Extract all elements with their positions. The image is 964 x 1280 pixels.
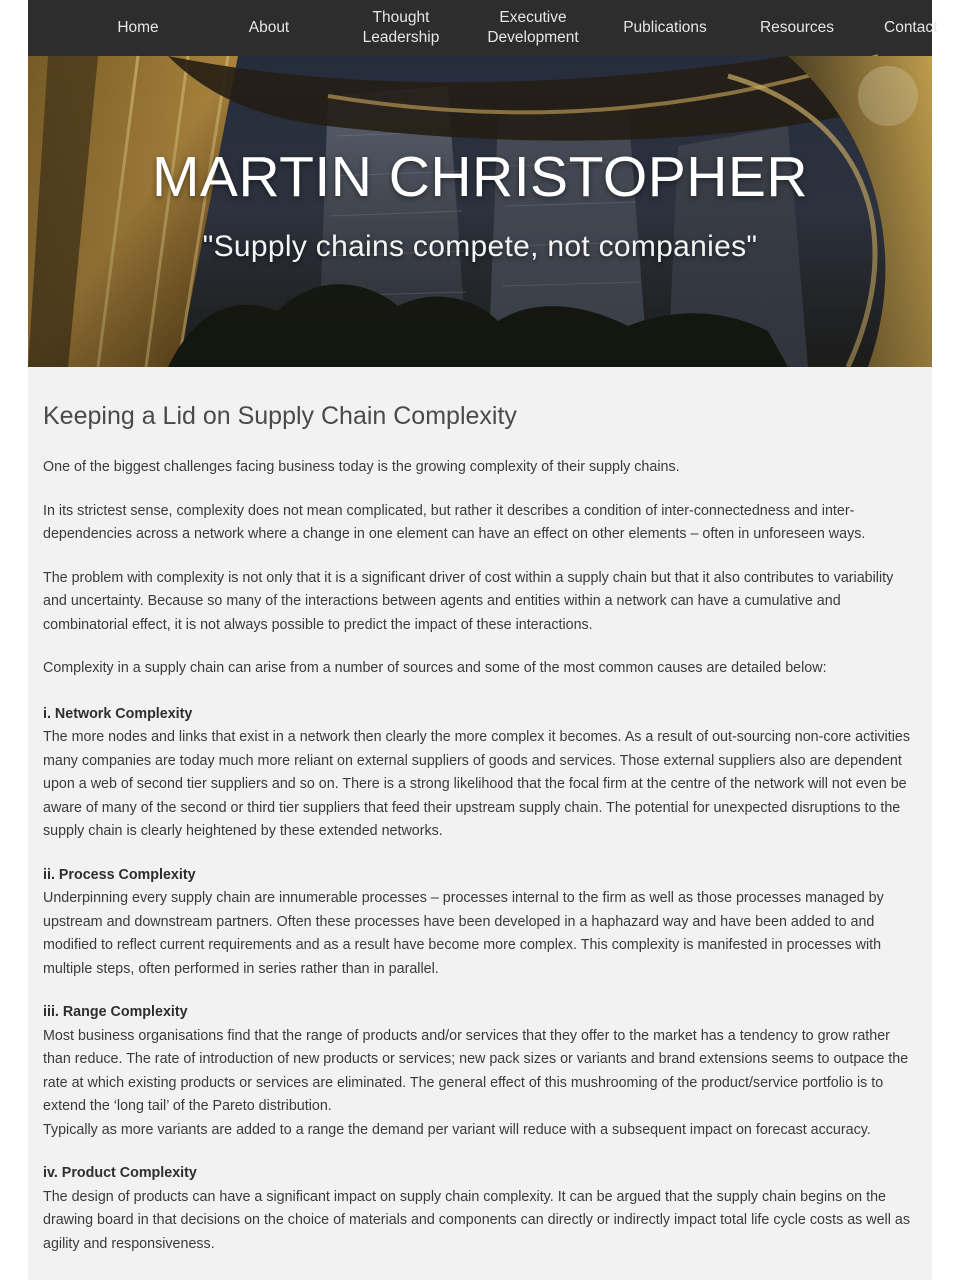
nav-item-home[interactable]: Home bbox=[117, 19, 159, 36]
hero-tagline: "Supply chains compete, not companies" bbox=[202, 230, 758, 263]
intro-paragraph: Complexity in a supply chain can arise from a number of sources and some of the most common causes are detailed below: bbox=[43, 660, 827, 676]
section-paragraph: Most business organisations find that the range of products and/or services that they offer to the market has a tendency to grow rather than reduce. The rate of introduction of new products or services; new pack sizes or variants and brand extensions seems to outpace the rate at which existing products or services are eliminated. The general effect of this mushrooming of the product/service portfolio is to extend the ‘long tail’ of the Pareto distribution. bbox=[43, 1027, 909, 1114]
intro-paragraph: In its strictest sense, complexity does not mean complicated, but rather it describes a condition of inter-connectedness and inter-dependencies across a network where a change in one element can have an effect on other elements – often in unforeseen ways. bbox=[43, 502, 866, 542]
nav-item-thought-leadership[interactable]: Thought Leadership bbox=[362, 9, 440, 46]
section-product-complexity bbox=[43, 1162, 915, 1256]
page bbox=[28, 0, 938, 1280]
section-heading: iii. Range Complexity bbox=[43, 1004, 188, 1020]
section-process-complexity bbox=[43, 864, 915, 982]
intro-paragraph: The problem with complexity is not only that it is a significant driver of cost within a supply chain but that it also contributes to variability and uncertainty. Because so many of the interactions between agents and entities within a network can have a cumulative and combinatorial effect, it is not always possible to predict the impact of these interactions. bbox=[43, 569, 894, 633]
section-heading: i. Network Complexity bbox=[43, 705, 193, 722]
nav-item-contact[interactable]: Contact bbox=[884, 19, 938, 36]
section-paragraph: Typically as more variants are added to a range the demand per variant will reduce with a subsequent impact on forecast accuracy. bbox=[43, 1121, 871, 1138]
section-paragraph: The design of products can have a significant impact on supply chain complexity. It can be argued that the supply chain begins on the drawing board in that decisions on the choice of materials and components can directly or indirectly impact total life cycle costs as well as agility and responsiveness. bbox=[43, 1188, 910, 1252]
nav-item-resources[interactable]: Resources bbox=[759, 19, 835, 36]
intro-paragraph: One of the biggest challenges facing business today is the growing complexity of their supply chains. bbox=[43, 459, 680, 475]
section-network-complexity bbox=[43, 703, 915, 844]
nav-item-about[interactable]: About bbox=[248, 19, 290, 36]
section-heading: iv. Product Complexity bbox=[43, 1165, 197, 1181]
nav-item-executive-development[interactable]: Executive Development bbox=[487, 9, 579, 46]
article-title: Keeping a Lid on Supply Chain Complexity bbox=[43, 402, 517, 430]
main-nav bbox=[28, 0, 938, 56]
section-range-complexity bbox=[43, 1001, 915, 1142]
nav-item-publications[interactable]: Publications bbox=[623, 19, 707, 36]
section-paragraph: The more nodes and links that exist in a network then clearly the more complex it becomes. As a result of out-sourcing non-core activities many companies are today much more reliant on external suppliers of goods and services. Those external suppliers also are dependent upon a web of second tier suppliers and so on. There is a strong likelihood that the focal firm at the centre of the network will not even be aware of many of the second or third tier suppliers that feed their upstream supply chain. The potential for unexpected disruptions to the supply chain is clearly heightened by these extended networks. bbox=[43, 729, 910, 839]
hero-banner bbox=[28, 56, 932, 367]
section-paragraph: Underpinning every supply chain are innumerable processes – processes internal to the firm as well as those processes managed by upstream and downstream partners. Often these processes have been developed in a haphazard way and have been added to and modified to reflect current requirements and as a result have become more complex. This complexity is manifested in processes with multiple steps, often performed in series rather than in parallel. bbox=[43, 890, 884, 977]
article-content bbox=[43, 396, 915, 1256]
hero-background-image bbox=[28, 56, 932, 367]
section-heading: ii. Process Complexity bbox=[43, 866, 196, 883]
hero-title: MARTIN CHRISTOPHER bbox=[151, 145, 809, 209]
